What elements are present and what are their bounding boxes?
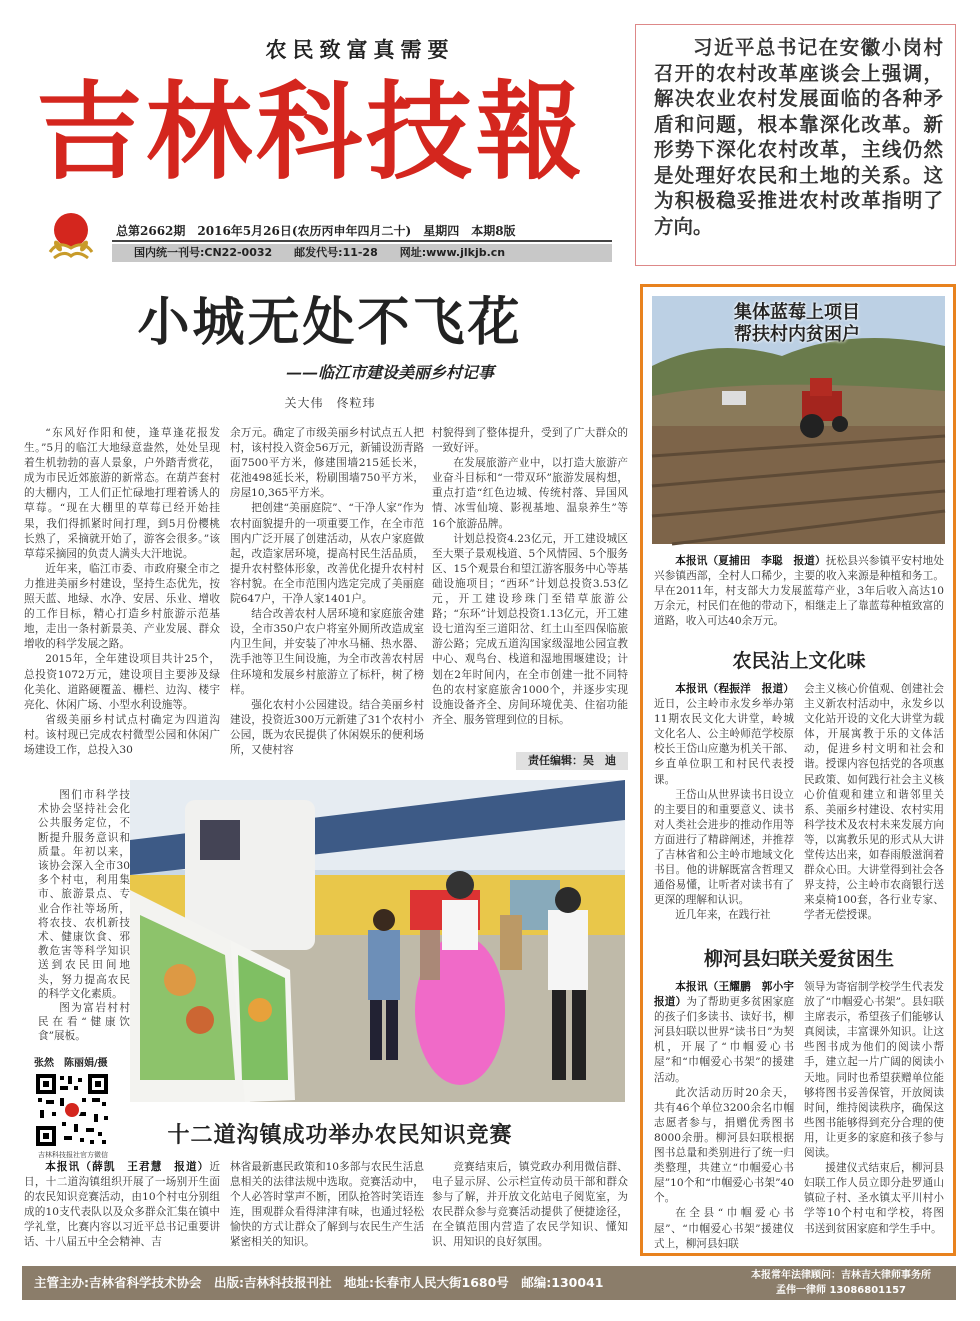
photo-credit: 张然 陈丽娟/摄 xyxy=(34,1058,108,1069)
quote-text: 习近平总书记在安徽小岗村召开的农村改革座谈会上强调，解决农业农村发展面临的各种矛盾和问题，根本靠深化改革。新形势下深化农村改革，主线仍然是处理好农民和土地的关系。这为积极稳妥推进农村改革指明了方向。 xyxy=(654,36,943,238)
lead-column-2 xyxy=(230,426,424,766)
footer-legal-line-1: 本报常年法律顾问：吉林吉大律师事务所 xyxy=(751,1270,931,1281)
paragraph: 2015年，全年建设项目共计25个，总投资1072万元，建设项目主要涉及绿化美化、道路硬覆盖、栅栏、边沟、楼宇亮化、休闲广场、小型水利设施等。 xyxy=(24,653,220,711)
masthead-title: 吉林科技報 xyxy=(36,69,586,194)
paragraph: 在全县“巾帼爱心书屋”、“巾帼爱心书架”援建仪式上，柳河县妇联 xyxy=(654,1207,794,1250)
footer-legal-line-2: 孟伟一律师 13086801157 xyxy=(775,1285,907,1296)
editor-credit: 责任编辑：吴 迪 xyxy=(516,752,628,770)
culture-column-1 xyxy=(654,682,794,932)
health-exhibition-photo xyxy=(130,780,625,1102)
dateline: 本报讯（夏捕田 李聪 报道） xyxy=(675,555,826,567)
second-column-3 xyxy=(432,1160,628,1256)
info-bar: 国内统一刊号:CN22-0032 邮发代号:11-28 网址:www.jlkjb.cn xyxy=(112,244,612,262)
footer-publisher-info: 主管主办:吉林省科学技术协会 出版:吉林科技报刊社 地址:长春市人民大街1680号 邮编:130041 xyxy=(34,1275,604,1290)
issue-divider xyxy=(112,240,612,242)
paragraph: 省级美丽乡村试点村确定为四道沟村。该村现已完成农村微型公园和休闲广场建设工作，总投入30 xyxy=(24,713,220,756)
paragraph: 抚松县兴参镇平安村地处兴参镇西部，全村人口稀少，主要的收入来源是种植和务工。早在2011年，村支部大力发展蓝莓产业，3年后收入高达10万余元，村民们在他的带动下，相继走上了靠蓝莓种植致富的道路，收入可达40余万元。 xyxy=(654,555,945,628)
second-column-2 xyxy=(230,1160,424,1256)
paragraph: 结合改善农村人居环境和家庭旅舍建设，全市350户农户将室外厕所改造成室内卫生间，并安装了冲水马桶、热水器、洗手池等卫生间设施，为全市改善农村居住环境和发展乡村旅游立了标杆，树了榜样。 xyxy=(230,608,424,696)
caption-text: 图们市科学技术协会坚持社会化公共服务定位，不断提升服务意识和质量。年初以来，该协会深入全市30多个村屯，利用集市、旅游景点、专业合作社等场所，将农技、农机新技术、健康饮食、邪教危害等科学知识送到农民田间地头，努力提高农民的科学文化素质。 xyxy=(38,789,130,1000)
rice-ear-logo-icon xyxy=(38,200,104,270)
paragraph: 计划总投资4.23亿元，开工建设城区至大栗子景观栈道、5个风情园、5个服务区、15个观景台和望江游客服务中心等基础设施项目；“西环”计划总投资3.53亿元，开工建设珍珠门至错草旅游公路；“东环”计划总投资1.13亿元，开工建设七道沟至三道阳岔、红土山至四保临旅游公路；完成五道沟国家级湿地公园宣教中心、观鸟台、栈道和湿地围堰建设；计划在2年时间内，在全市创建一批不同特色的农村家庭旅舍1000个，并逐步实现设施设备齐全、房间环境优美、住宿功能齐全、服务管理到位的目标。 xyxy=(432,532,628,726)
second-headline: 十二道沟镇成功举办农民知识竞赛 xyxy=(167,1122,513,1148)
lead-byline: 关大伟 佟粒玮 xyxy=(284,396,376,410)
paragraph: 竞赛结束后，镇党政办利用微信群、电子显示屏、公示栏宣传动员干部和群众参与了解，并开放文化站电子阅览室，为农民群众参与竞赛活动提供了便捷途径，在全镇范围内营造了农民学知识、懂知识、用知识的良好氛围。 xyxy=(432,1161,628,1249)
issue-line: 总第2662期 2016年5月26日(农历丙申年四月二十) 星期四 本期8版 xyxy=(116,224,516,238)
paragraph: 余万元。确定了市级美丽乡村试点五人把村，该村投入资金56万元，新铺设沥青路面7500平方米，修建围墙215延长米，花池498延长米，粉刷围墙750平方米，房屋10,365平方米。 xyxy=(230,427,424,500)
dateline: 本报讯（程振洋 报道） xyxy=(675,683,794,695)
women-headline: 柳河县妇联关爱贫困生 xyxy=(703,948,894,970)
second-column-1 xyxy=(24,1160,220,1256)
qr-caption: 吉林科技报社官方微信 xyxy=(38,1151,108,1159)
caption-text-2: 图为富岩村村民在看“健康饮食”展板。 xyxy=(38,1002,130,1043)
footer-legal-advisor xyxy=(730,1268,952,1298)
quote-box xyxy=(635,24,956,266)
lead-column-3 xyxy=(432,426,628,744)
paragraph: 近日，公主岭市永发乡举办第11期农民文化大讲堂，岭城文化名人、公主岭师范学校原校长王岱山应邀为机关干部、乡直单位职工和村民代表授课。 xyxy=(654,698,794,786)
paragraph: 强化农村小公园建设。结合美丽乡村建设，投资近300万元新建了31个农村小公园，既为农民提供了休闲娱乐的便利场所，又使村容 xyxy=(230,698,424,756)
masthead-slogan: 农民致富真需要 xyxy=(265,38,455,62)
paragraph: 王岱山从世界读书日设立的主要目的和重要意义、读书对人类社会进步的推动作用等方面进行了精辟阐述，并推荐了吉林省和公主岭市地域文化书目。他的讲解既富含哲理又通俗易懂，让听者对读书有了更深的理解和认识。 xyxy=(654,788,794,907)
culture-headline: 农民沾上文化味 xyxy=(732,650,866,672)
photo-caption xyxy=(38,788,130,1060)
lead-subhead: ——临江市建设美丽乡村记事 xyxy=(285,363,494,382)
paragraph: 村貌得到了整体提升，受到了广大群众的一致好评。 xyxy=(432,427,628,455)
dateline: 本报讯（王耀鹏 郭小宇 报道） xyxy=(654,981,805,1009)
dateline: 本报讯（薛凯 王君慧 报道） xyxy=(45,1161,210,1173)
paragraph: 此次活动历时20余天，共有46个单位3200余名巾帼志愿者参与，捐赠优秀图书8000余册。柳河县妇联根据图书总量和类别进行了统一归类整理，共建立“巾帼爱心书屋”10个和“巾帼爱心书架”40个。 xyxy=(654,1086,794,1205)
footer-bar xyxy=(22,1266,956,1300)
paragraph: “东风好作阳和使，逢草逢花报发生。”5月的临江大地绿意盎然，处处呈现着生机勃勃的喜人景象，户外踏青赏花，成为市民近郊旅游的新常态。在葫芦套村的大棚内，工人们正忙碌地打理着诱人的草莓。“现在大棚里的草莓已经开始挂果，我们得抓紧时间打理，到5月份樱桃长熟了，采摘就开始了，游客会很多。”该草莓采摘园的负责人满头大汗地说。 xyxy=(24,427,220,560)
women-column-1 xyxy=(654,980,805,1250)
lead-headline: 小城无处不飞花 xyxy=(137,293,523,353)
lead-column-1 xyxy=(24,426,220,766)
paragraph: 援建仪式结束后，柳河县妇联工作人员立即分赴罗通山镇砬子村、圣水镇太平川村小学等10个村屯和学校，将图书送到贫困家庭和学生手中。 xyxy=(804,1162,944,1235)
paragraph: 近日，十二道沟镇组织开展了一场别开生面的农民知识竞赛活动，由10个村屯分别组成的10支代表队以及众多群众汇集在镇中学礼堂，比赛内容以习近平总书记重要讲话、十八届五中全会精神、吉 xyxy=(24,1161,220,1249)
blueberry-article xyxy=(654,554,944,634)
paragraph: 领导为寄宿制学校学生代表发放了“巾帼爱心书架”。县妇联主席表示，希望孩子们能够认真阅读，丰富课外知识。让这些图书成为他们的阅读小帮手，建立起一片广阔的阅读小天地。同时也希望获赠单位能够将图书妥善保管，开放阅读时间，维持阅读秩序，确保这些图书能够得到充分合理的使用，让更多的家庭和孩子参与阅读。 xyxy=(804,981,944,1160)
women-column-2 xyxy=(804,980,944,1246)
paragraph: 把创建“美丽庭院”、“干净人家”作为农村面貌提升的一项重要工作，在全市范围内广泛开展了创建活动，从农户家庭做起，改造家居环境，提高村民生活品质，提升农村整体形象，改善优化提升农村村容村貌。在全市范围内选定完成了美丽庭院647户，干净人家1401户。 xyxy=(230,502,424,606)
paragraph: 近年来，临江市委、市政府聚全市之力推进美丽乡村建设，坚持生态优先，按照天蓝、地绿、水净、安居、乐业、增收的工作目标，精心打造乡村旅游示范基地，走出一条村新景美、产业发展、群众增收的科学发展之路。 xyxy=(24,562,220,651)
culture-column-2 xyxy=(804,682,944,932)
paragraph: 在发展旅游产业中，以打造大旅游产业奋斗目标和“一带双环”旅游发展构想，重点打造“红色边城、传统村落、异国风情、冰雪仙境、影视基地、温泉养生”等16个旅游品牌。 xyxy=(432,457,628,530)
wechat-qr-code[interactable] xyxy=(34,1072,110,1148)
paragraph: 为了帮助更多贫困家庭的孩子们多读书、读好书，柳河县妇联以世界“读书日”为契机，开展了“巾帼爱心书屋”和“巾帼爱心书架”的援建活动。 xyxy=(654,996,795,1084)
paragraph: 会主义核心价值观、创建社会主义新农村活动中，永发乡以文化站开设的文化大讲堂为载体，开展寓教于乐的文体活动，促进乡村文明和社会和谐。授课内容包括党的各项惠民政策、如何践行社会主义核心价值观和建立和谐邻里关系、美丽乡村建设、农村实用科学技术及农村未来发展方向等，以寓教乐见的形式从大讲堂传达出来，如春雨般滋润着群众心田。大讲堂得到社会各界支持，公主岭市农商银行送来桌椅100套，各行业专家、学者无偿授课。 xyxy=(804,683,944,922)
paragraph: 近几年来，在践行社 xyxy=(675,909,771,922)
blueberry-photo-title: 集体蓝莓上项目 帮扶村内贫困户 xyxy=(734,302,860,345)
paragraph: 林省最新惠民政策和10多部与农民生活息息相关的法律法规中选取。竞赛活动中，个人必答时掌声不断，团队抢答时笑语连连，围观群众看得津津有味，也通过轻松愉快的方式让群众了解到与农民生产生活紧密相关的知识。 xyxy=(230,1161,424,1249)
